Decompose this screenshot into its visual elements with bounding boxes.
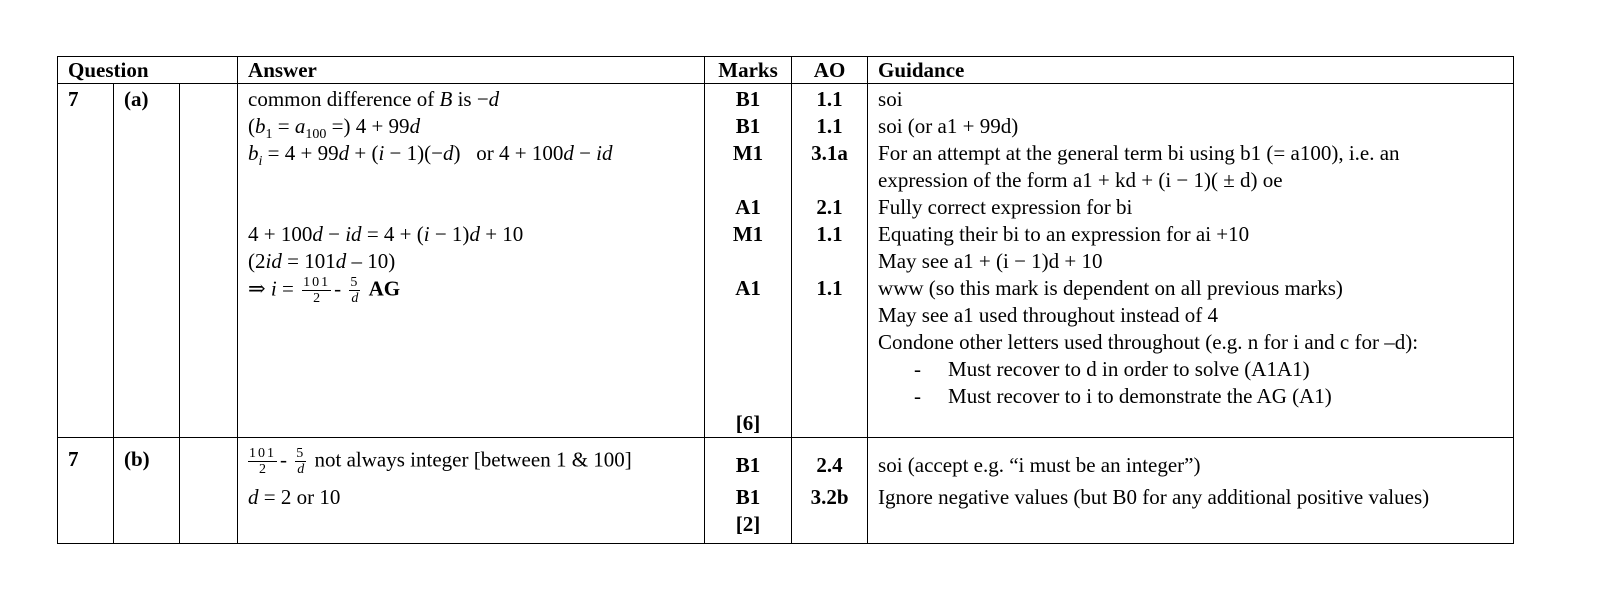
guidance-line-5: Fully correct expression for bi	[878, 195, 1133, 219]
guidance-cell	[868, 84, 1514, 438]
answer-line-3: $b_i = 4 + 99d + (i - 1)(-d)$ or 4 + 100d − id	[248, 141, 613, 170]
mark-scheme-table	[57, 56, 1514, 544]
ao-cell	[792, 84, 868, 438]
mark-4: A1	[735, 195, 761, 219]
guidance-line-8: www (so this mark is dependent on all previous marks)	[878, 276, 1343, 300]
ao-5: 1.1	[816, 222, 843, 246]
answer-cell	[238, 438, 705, 544]
ao-2: 1.1	[816, 114, 843, 138]
mark-5: M1	[732, 222, 764, 246]
ao-1: 2.4	[816, 453, 843, 477]
marks-cell	[705, 84, 792, 438]
fraction-101-over-2: $\frac{101}{2}$	[303, 275, 331, 306]
guidance-line-2: soi (or a1 + 99d)	[878, 114, 1019, 138]
header-marks: Marks	[705, 57, 792, 84]
answer-line-2: ($b_1 = a_{100}$ =) 4 + 99d	[248, 114, 421, 143]
guidance-line-2: Ignore negative values (but B0 for any additional positive values)	[878, 485, 1430, 509]
ag-label: AG	[368, 276, 401, 301]
ao-1: 1.1	[816, 87, 843, 111]
question-7a-row	[58, 84, 1514, 438]
guidance-cell	[868, 438, 1514, 544]
answer-line-6: ⇒ i = $\frac{101}{2}$ - $\frac{5}{d}$ AG	[248, 275, 401, 306]
header-guidance: Guidance	[868, 57, 1514, 84]
guidance-line-4: expression of the form a1 + kd + (i − 1)( ± d) oe	[878, 168, 1283, 192]
question-subpart	[180, 438, 238, 544]
answer-line-4: 4 + 100d − id = 4 + (i − 1)d + 10	[248, 222, 524, 246]
guidance-line-9: May see a1 used throughout instead of 4	[878, 303, 1219, 327]
guidance-line-6: Equating their bi to an expression for ai +10	[878, 222, 1250, 246]
answer-line-1: $\frac{101}{2}$ - $\frac{5}{d}$ not always integer [between 1 & 100]	[249, 446, 632, 477]
ao-cell	[792, 438, 868, 544]
marks-cell	[705, 438, 792, 544]
mark-2: B1	[735, 485, 761, 509]
guidance-bullet-1: - Must recover to d in order to solve (A1A1)	[914, 357, 1310, 381]
question-number: 7	[58, 84, 114, 438]
guidance-line-1: soi (accept e.g. “i must be an integer”)	[878, 453, 1201, 477]
mark-3: M1	[732, 141, 764, 165]
question-subpart	[180, 84, 238, 438]
mark-1: B1	[735, 87, 761, 111]
guidance-line-7: May see a1 + (i − 1)d + 10	[878, 249, 1103, 273]
mark-6: A1	[735, 276, 761, 300]
question-number: 7	[58, 438, 114, 544]
guidance-line-10: Condone other letters used throughout (e.g. n for i and c for –d):	[878, 330, 1419, 354]
header-row	[58, 57, 1514, 84]
guidance-line-1: soi	[878, 87, 903, 111]
answer-line-1: common difference of B is −d	[248, 87, 500, 111]
mark-1: B1	[735, 453, 761, 477]
answer-line-2: d = 2 or 10	[248, 485, 341, 509]
ao-4: 2.1	[816, 195, 843, 219]
fraction-101-over-2: $\frac{101}{2}$	[249, 446, 277, 477]
guidance-line-3: For an attempt at the general term bi using b1 (= a100), i.e. an	[878, 141, 1400, 165]
ao-6: 1.1	[816, 276, 843, 300]
answer-line-5: (2id = 101d – 10)	[248, 249, 396, 273]
mark-total: [6]	[735, 411, 761, 435]
answer-cell	[238, 84, 705, 438]
question-part: (a)	[114, 84, 180, 438]
header-ao: AO	[792, 57, 868, 84]
question-7b-row	[58, 438, 1514, 544]
fraction-5-over-d: $\frac{5}{d}$	[350, 275, 360, 306]
question-part: (b)	[114, 438, 180, 544]
guidance-bullet-2: - Must recover to i to demonstrate the AG (A1)	[914, 384, 1332, 408]
fraction-5-over-d: $\frac{5}{d}$	[296, 446, 306, 477]
mark-2: B1	[735, 114, 761, 138]
header-question: Question	[58, 57, 238, 84]
header-answer: Answer	[238, 57, 705, 84]
ao-2: 3.2b	[810, 485, 849, 509]
mark-total: [2]	[735, 512, 761, 536]
ao-3: 3.1a	[811, 141, 848, 165]
